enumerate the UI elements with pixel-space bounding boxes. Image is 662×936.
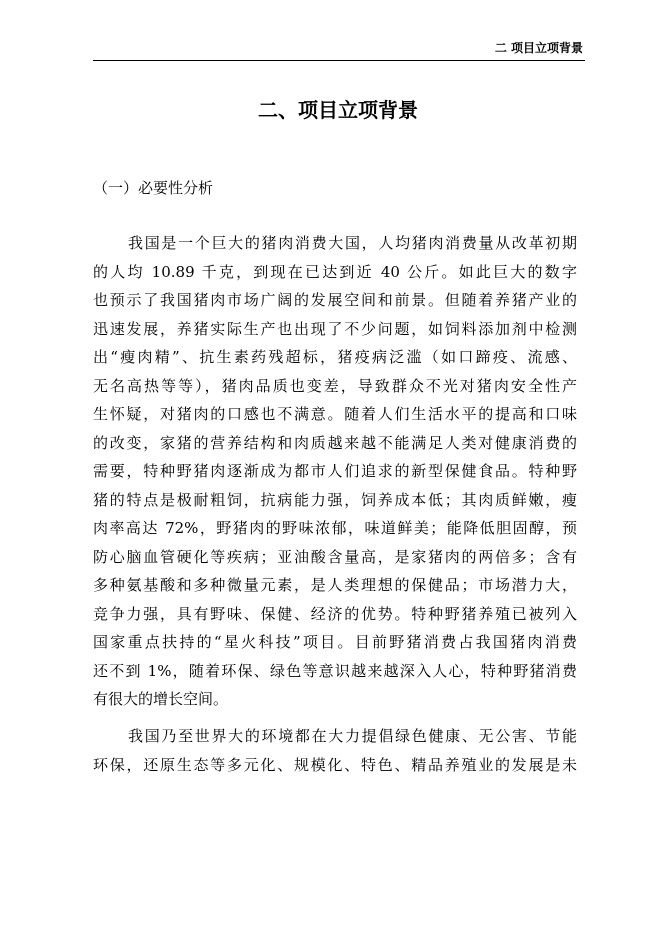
text-line: 还不到 1%，随着环保、绿色等意识越来越深入人心，特种野猪消费 xyxy=(93,661,577,680)
text-line: 我国是一个巨大的猪肉消费大国，人均猪肉消费量从改革初期 xyxy=(128,234,577,252)
text-line: 的改变，家猪的营养结构和肉质越来越不能满足人类对健康消费的 xyxy=(93,433,577,452)
text-line: 无名高热等等），猪肉品质也变差，导致群众不光对猪肉安全性产 xyxy=(93,376,577,395)
header-rule xyxy=(93,60,585,61)
text-line: 多种氨基酸和多种微量元素，是人类理想的保健品；市场潜力大， xyxy=(93,576,577,594)
text-line: 竞争力强，具有野味、保健、经济的优势。特种野猪养殖已被列入 xyxy=(93,604,577,623)
page-title: 二、项目立项背景 xyxy=(258,98,418,122)
text-line: 的人均 10.89 千克，到现在已达到近 40 公斤。如此巨大的数字 xyxy=(93,262,577,281)
paragraph-2 xyxy=(93,722,577,779)
paragraph-1 xyxy=(93,229,577,714)
text-line: 需要，特种野猪肉逐渐成为都市人们追求的新型保健食品。特种野 xyxy=(93,462,577,480)
running-header-title: 二 项目立项背景 xyxy=(494,41,583,55)
text-line: 环保，还原生态等多元化、规模化、特色、精品养殖业的发展是未 xyxy=(93,755,577,774)
body-text xyxy=(93,229,577,779)
text-line: 国家重点扶持的“星火科技”项目。目前野猪消费占我国猪肉消费 xyxy=(93,633,577,651)
text-line: 肉率高达 72%，野猪肉的野味浓郁，味道鲜美；能降低胆固醇，预 xyxy=(93,519,577,537)
text-line: 猪的特点是极耐粗饲，抗病能力强，饲养成本低；其肉质鲜嫩，瘦 xyxy=(93,490,577,509)
text-line: 有很大的增长空间。 xyxy=(93,690,229,708)
section-heading: （一）必要性分析 xyxy=(93,179,214,197)
text-line: 迅速发展，养猪实际生产也出现了不少问题，如饲料添加剂中检测 xyxy=(93,319,577,338)
text-line: 出“瘦肉精”、抗生素药残超标，猪疫病泛滥（如口蹄疫、流感、 xyxy=(93,348,577,366)
text-line: 生怀疑，对猪肉的口感也不满意。随着人们生活水平的提高和口味 xyxy=(93,405,577,423)
text-line: 也预示了我国猪肉市场广阔的发展空间和前景。但随着养猪产业的 xyxy=(93,291,577,309)
text-line: 我国乃至世界大的环境都在大力提倡绿色健康、无公害、节能 xyxy=(128,727,577,745)
text-line: 防心脑血管硬化等疾病；亚油酸含量高，是家猪肉的两倍多；含有 xyxy=(93,547,577,566)
